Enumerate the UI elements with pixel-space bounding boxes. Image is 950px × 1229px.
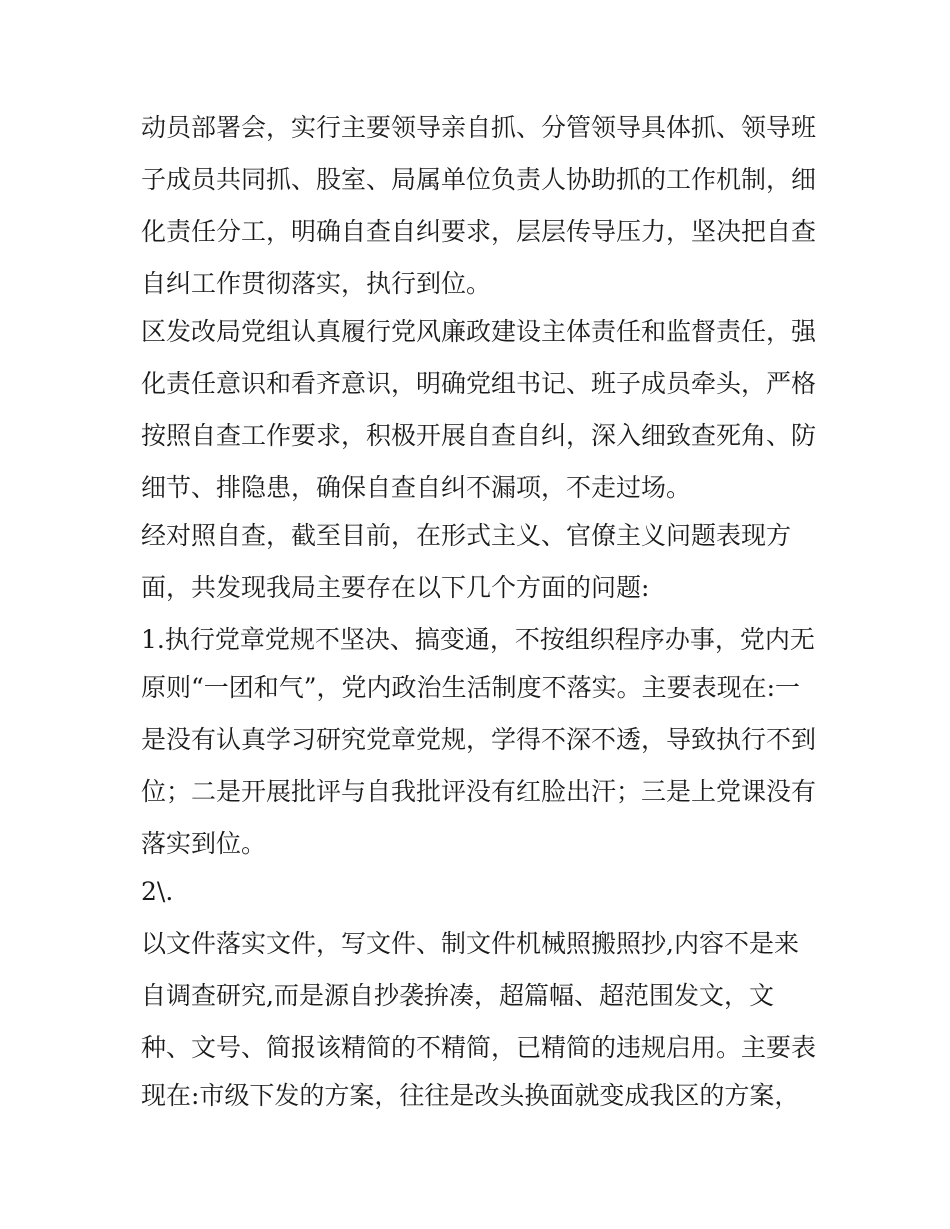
text-line: 原则“一团和气”，党内政治生活制度不落实。主要表现在:一 xyxy=(141,673,800,702)
text-line: 1.执行党章党规不坚决、搞变通，不按组织程序办事，党内无 xyxy=(141,625,815,654)
text-line: 现在:市级下发的方案，往往是改头换面就变成我区的方案， xyxy=(141,1081,800,1110)
text-line: 落实到位。 xyxy=(141,829,267,858)
text-line: 位；二是开展批评与自我批评没有红脸出汗；三是上党课没有 xyxy=(141,777,817,806)
text-line: 化责任分工，明确自查自纠要求，层层传导压力，坚决把自查 xyxy=(141,217,817,246)
text-line: 以文件落实文件，写文件、制文件机械照搬照抄,内容不是来 xyxy=(141,929,799,958)
text-line: 动员部署会，实行主要领导亲自抓、分管领导具体抓、领导班 xyxy=(141,113,817,142)
text-line: 种、文号、简报该精简的不精简，已精简的违规启用。主要表 xyxy=(141,1033,817,1062)
text-line: 是没有认真学习研究党章党规，学得不深不透，导致执行不到 xyxy=(141,725,817,754)
text-line: 经对照自查，截至目前，在形式主义、官僚主义问题表现方 xyxy=(141,521,792,550)
text-line: 子成员共同抓、股室、局属单位负责人协助抓的工作机制，细 xyxy=(141,165,817,194)
text-line: 面，共发现我局主要存在以下几个方面的问题: xyxy=(141,573,650,602)
text-line: 自调查研究,而是源自抄袭拚凑，超篇幅、超范围发文，文 xyxy=(141,981,774,1010)
text-line: 按照自查工作要求，积极开展自查自纠，深入细致查死角、防 xyxy=(141,421,817,450)
text-line: 自纠工作贯彻落实，执行到位。 xyxy=(141,269,492,298)
text-line: 化责任意识和看齐意识，明确党组书记、班子成员牵头，严格 xyxy=(141,369,817,398)
text-line: 区发改局党组认真履行党风廉政建设主体责任和监督责任，强 xyxy=(141,317,817,346)
text-line: 2\. xyxy=(141,877,174,906)
text-line: 细节、排隐患，确保自查自纠不漏项，不走过场。 xyxy=(141,473,692,502)
